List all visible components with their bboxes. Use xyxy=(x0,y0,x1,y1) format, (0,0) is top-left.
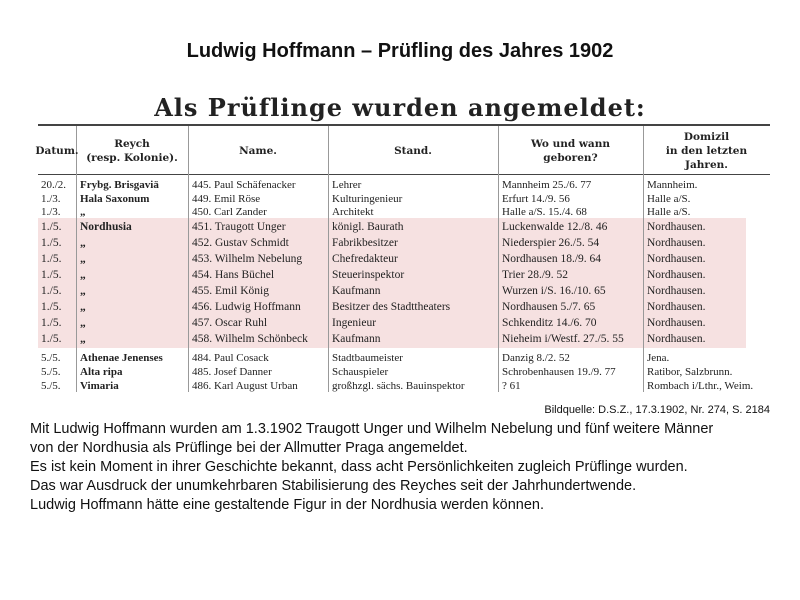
table-row xyxy=(38,317,770,329)
cell-born: ? 61 xyxy=(502,380,521,392)
cell-stand: Kaufmann xyxy=(332,285,381,297)
commentary-line: Es ist kein Moment in ihrer Geschichte bekannt, dass acht Persönlichkeiten zugleich Prüflinge wurden. xyxy=(30,459,688,475)
cell-name: 452. Gustav Schmidt xyxy=(192,237,289,249)
cell-born: Schkenditz 14./6. 70 xyxy=(502,317,597,329)
cell-reych: „ xyxy=(80,285,86,297)
cell-name: 445. Paul Schäfenacker xyxy=(192,179,296,191)
cell-stand: Chefredakteur xyxy=(332,253,398,265)
cell-datum: 5./5. xyxy=(41,380,61,392)
cell-datum: 1./3. xyxy=(41,206,61,218)
cell-reych: Athenae Jenenses xyxy=(80,352,163,364)
table-row xyxy=(38,366,770,378)
cell-reych: Alta ripa xyxy=(80,366,123,378)
col-header-datum: Datum. xyxy=(35,145,79,157)
cell-domicile: Nordhausen. xyxy=(647,301,706,313)
cell-reych: „ xyxy=(80,253,86,265)
commentary-line: von der Nordhusia als Prüflinge bei der Allmutter Praga angemeldet. xyxy=(30,440,468,456)
cell-born: Trier 28./9. 52 xyxy=(502,269,569,281)
table-row xyxy=(38,193,770,205)
cell-domicile: Halle a/S. xyxy=(647,193,691,205)
cell-born: Nordhausen 18./9. 64 xyxy=(502,253,602,265)
cell-domicile: Nordhausen. xyxy=(647,253,706,265)
cell-datum: 5./5. xyxy=(41,366,61,378)
divider xyxy=(38,174,770,175)
cell-reych: Frybg. Brisgaviä xyxy=(80,179,159,191)
cell-domicile: Rombach i/Lthr., Weim. xyxy=(647,380,754,392)
cell-datum: 1./5. xyxy=(41,317,62,329)
cell-reych: „ xyxy=(80,301,86,313)
col-header-domizil: Domizil in den letzten Jahren. xyxy=(665,131,748,171)
cell-name: 451. Traugott Unger xyxy=(192,221,286,233)
cell-datum: 1./3. xyxy=(41,193,61,205)
cell-born: Niederspier 26./5. 54 xyxy=(502,237,600,249)
page-title: Ludwig Hoffmann – Prüfling des Jahres 1902 xyxy=(186,40,614,62)
cell-name: 453. Wilhelm Nebelung xyxy=(192,253,303,265)
commentary-line: Das war Ausdruck der unumkehrbaren Stabilisierung des Reyches seit der Jahrhundertwende. xyxy=(30,478,637,494)
col-header-reych: Reych (resp. Kolonie). xyxy=(86,138,178,164)
cell-datum: 5./5. xyxy=(41,352,61,364)
cell-born: Luckenwalde 12./8. 46 xyxy=(502,221,608,233)
cell-reych: Vimaria xyxy=(80,380,119,392)
cell-name: 457. Oscar Ruhl xyxy=(192,317,268,329)
table-row xyxy=(38,380,770,392)
divider xyxy=(38,124,770,126)
col-header-name: Name. xyxy=(239,145,277,157)
cell-name: 458. Wilhelm Schönbeck xyxy=(192,333,308,345)
table-heading: Als Prüflinge wurden angemeldet: xyxy=(154,93,646,122)
cell-reych: Nordhusia xyxy=(80,221,132,233)
cell-reych: „ xyxy=(80,237,86,249)
cell-reych: „ xyxy=(80,269,86,281)
cell-datum: 1./5. xyxy=(41,285,62,297)
cell-name: 456. Ludwig Hoffmann xyxy=(192,301,301,313)
cell-stand: Fabrikbesitzer xyxy=(332,237,398,249)
image-source: Bildquelle: D.S.Z., 17.3.1902, Nr. 274, S. 2184 xyxy=(544,404,770,416)
cell-reych: „ xyxy=(80,333,86,345)
cell-stand: Schauspieler xyxy=(332,366,389,378)
cell-stand: großhzgl. sächs. Bauinspektor xyxy=(332,380,465,392)
cell-stand: Steuerinspektor xyxy=(332,269,405,281)
table-row xyxy=(38,253,770,265)
cell-datum: 1./5. xyxy=(41,269,62,281)
table-row xyxy=(38,285,770,297)
commentary-line: Ludwig Hoffmann hätte eine gestaltende Figur in der Nordhusia werden können. xyxy=(30,497,545,513)
cell-stand: Stadtbaumeister xyxy=(332,352,403,364)
commentary-line: Mit Ludwig Hoffmann wurden am 1.3.1902 Traugott Unger und Wilhelm Nebelung und fünf weitere Männer xyxy=(30,421,714,437)
cell-reych: „ xyxy=(80,206,86,218)
cell-born: Nieheim i/Westf. 27./5. 55 xyxy=(502,333,624,345)
cell-domicile: Nordhausen. xyxy=(647,285,706,297)
cell-stand: Architekt xyxy=(332,206,374,218)
commentary xyxy=(30,420,790,515)
cell-stand: Kaufmann xyxy=(332,333,381,345)
cell-domicile: Nordhausen. xyxy=(647,333,706,345)
col-header-geboren: Wo und wann geboren? xyxy=(531,138,610,164)
cell-stand: königl. Baurath xyxy=(332,221,404,233)
table-row xyxy=(38,179,770,191)
cell-name: 450. Carl Zander xyxy=(192,206,267,218)
cell-name: 449. Emil Röse xyxy=(192,193,261,205)
cell-datum: 20./2. xyxy=(41,179,67,191)
cell-datum: 1./5. xyxy=(41,237,62,249)
cell-born: Danzig 8./2. 52 xyxy=(502,352,570,364)
cell-born: Schrobenhausen 19./9. 77 xyxy=(502,366,616,378)
table-row xyxy=(38,352,770,364)
cell-datum: 1./5. xyxy=(41,301,62,313)
cell-datum: 1./5. xyxy=(41,333,62,345)
cell-stand: Kulturingenieur xyxy=(332,193,403,205)
cell-born: Mannheim 25./6. 77 xyxy=(502,179,592,191)
table-row xyxy=(38,206,770,218)
cell-reych: Hala Saxonum xyxy=(80,193,150,205)
cell-born: Erfurt 14./9. 56 xyxy=(502,193,570,205)
cell-name: 455. Emil König xyxy=(192,285,269,297)
cell-stand: Besitzer des Stadttheaters xyxy=(332,301,451,313)
cell-name: 485. Josef Danner xyxy=(192,366,272,378)
cell-domicile: Nordhausen. xyxy=(647,269,706,281)
cell-domicile: Ratibor, Salzbrunn. xyxy=(647,366,733,378)
cell-domicile: Jena. xyxy=(647,352,670,364)
cell-datum: 1./5. xyxy=(41,221,62,233)
cell-born: Nordhausen 5./7. 65 xyxy=(502,301,596,313)
cell-domicile: Nordhausen. xyxy=(647,221,706,233)
cell-name: 484. Paul Cosack xyxy=(192,352,269,364)
table-row xyxy=(38,221,770,233)
cell-domicile: Halle a/S. xyxy=(647,206,691,218)
table-row xyxy=(38,301,770,313)
cell-born: Halle a/S. 15./4. 68 xyxy=(502,206,587,218)
cell-stand: Ingenieur xyxy=(332,317,377,329)
cell-domicile: Nordhausen. xyxy=(647,237,706,249)
table-row xyxy=(38,237,770,249)
cell-stand: Lehrer xyxy=(332,179,362,191)
cell-datum: 1./5. xyxy=(41,253,62,265)
table-row xyxy=(38,333,770,345)
cell-domicile: Nordhausen. xyxy=(647,317,706,329)
table-row xyxy=(38,269,770,281)
cell-born: Wurzen i/S. 16./10. 65 xyxy=(502,285,606,297)
cell-domicile: Mannheim. xyxy=(647,179,698,191)
cell-reych: „ xyxy=(80,317,86,329)
cell-name: 454. Hans Büchel xyxy=(192,269,275,281)
col-header-stand: Stand. xyxy=(394,145,432,157)
registration-table xyxy=(35,124,770,394)
cell-name: 486. Karl August Urban xyxy=(192,380,298,392)
